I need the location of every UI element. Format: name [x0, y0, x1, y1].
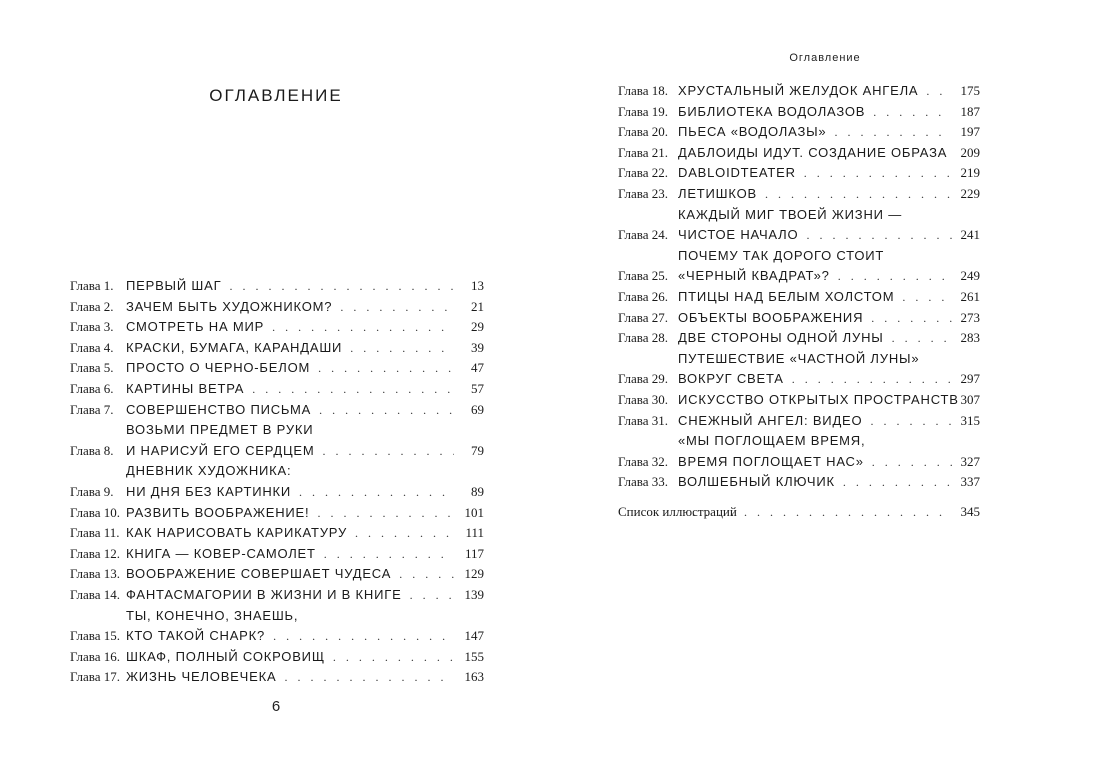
toc-entry[interactable]	[70, 523, 484, 544]
chapter-title-line	[678, 246, 956, 267]
chapter-title-block	[126, 667, 458, 688]
chapter-title: ОБЪЕКТЫ ВООБРАЖЕНИЯ	[678, 309, 864, 325]
chapter-title-line	[126, 544, 458, 565]
chapter-title-block	[126, 523, 458, 544]
chapter-title-line	[126, 667, 458, 688]
chapter-title-block	[126, 564, 458, 585]
chapter-title-line	[678, 411, 956, 432]
chapter-title-line	[126, 400, 458, 421]
toc-list-right	[618, 81, 980, 522]
chapter-label: Глава 4.	[70, 339, 114, 355]
toc-entry[interactable]	[618, 184, 980, 205]
toc-entry[interactable]	[618, 143, 980, 164]
toc-entry[interactable]	[618, 328, 980, 349]
dot-leader	[873, 102, 952, 123]
dot-leader	[902, 287, 952, 308]
chapter-label: Глава 23.	[618, 185, 669, 201]
dot-leader	[317, 503, 454, 524]
chapter-title: ХРУСТАЛЬНЫЙ ЖЕЛУДОК АНГЕЛА	[678, 83, 919, 98]
chapter-page-number: 39	[471, 339, 484, 355]
chapter-label: Глава 21.	[618, 144, 669, 160]
chapter-title-block	[678, 328, 956, 349]
chapter-label: Глава 18.	[618, 83, 669, 98]
chapter-title-line	[126, 358, 458, 379]
chapter-page-number: 163	[464, 669, 484, 685]
dot-leader	[765, 184, 952, 205]
toc-entry[interactable]	[618, 287, 980, 308]
toc-entry[interactable]	[70, 667, 484, 688]
dot-leader	[350, 338, 454, 359]
toc-entry[interactable]	[70, 338, 484, 359]
page-title: ОГЛАВЛЕНИЕ	[209, 86, 343, 105]
chapter-title: И НАРИСУЙ ЕГО СЕРДЦЕМ	[126, 442, 315, 458]
chapter-page-number: 297	[960, 371, 980, 387]
chapter-title-line	[678, 205, 956, 226]
chapter-title-line	[126, 482, 458, 503]
toc-entry[interactable]	[70, 297, 484, 318]
entry-label: Список иллюстраций	[618, 503, 737, 519]
chapter-page-number: 315	[960, 412, 980, 428]
chapter-title-block	[678, 431, 956, 472]
dot-leader	[806, 225, 952, 246]
chapter-label: Глава 30.	[618, 391, 669, 407]
page-number: 6	[271, 698, 281, 715]
chapter-page-number: 209	[960, 144, 980, 160]
chapter-label: Глава 7.	[70, 401, 114, 417]
chapter-title: DABLOIDTEATER	[678, 165, 796, 181]
chapter-title-block	[126, 297, 458, 318]
chapter-title: СМОТРЕТЬ НА МИР	[126, 319, 265, 335]
chapter-title: СНЕЖНЫЙ АНГЕЛ: ВИДЕО	[678, 412, 863, 428]
chapter-title-block	[678, 349, 956, 390]
chapter-page-number: 79	[471, 442, 484, 458]
toc-entry[interactable]	[70, 358, 484, 379]
chapter-title: БИБЛИОТЕКА ВОДОЛАЗОВ	[678, 103, 866, 119]
chapter-title: СОВЕРШЕНСТВО ПИСЬМА	[126, 401, 312, 417]
chapter-title-block	[678, 122, 956, 143]
dot-leader	[892, 328, 952, 349]
chapter-title-line	[678, 81, 956, 102]
chapter-title: ВОЗЬМИ ПРЕДМЕТ В РУКИ	[126, 422, 314, 438]
toc-entry[interactable]	[70, 585, 484, 606]
chapter-title: ВОЛШЕБНЫЙ КЛЮЧИК	[678, 474, 835, 490]
chapter-label: Глава 9.	[70, 483, 114, 499]
chapter-page-number: 197	[960, 124, 980, 140]
chapter-title-block	[126, 338, 458, 359]
chapter-page-number: 69	[471, 401, 484, 417]
toc-entry[interactable]	[618, 246, 980, 287]
chapter-title-block	[678, 411, 956, 432]
chapter-title-block	[678, 246, 956, 287]
dot-leader	[229, 276, 454, 297]
toc-entry[interactable]	[618, 205, 980, 246]
chapter-label: Глава 2.	[70, 298, 114, 314]
chapter-label: Глава 14.	[70, 586, 121, 602]
toc-entry[interactable]	[618, 411, 980, 432]
dot-leader	[834, 122, 952, 143]
chapter-title: КРАСКИ, БУМАГА, КАРАНДАШИ	[126, 339, 343, 355]
chapter-title: ПРОСТО О ЧЕРНО-БЕЛОМ	[126, 360, 311, 376]
chapter-label: Глава 17.	[70, 669, 121, 685]
chapter-page-number: 117	[464, 545, 484, 561]
chapter-title: ЧИСТОЕ НАЧАЛО	[678, 227, 799, 243]
dot-leader	[299, 482, 454, 503]
chapter-page-number: 307	[960, 391, 980, 407]
chapter-title-block	[678, 184, 956, 205]
chapter-title: ДАБЛОИДЫ ИДУТ. СОЗДАНИЕ ОБРАЗА	[678, 144, 948, 160]
chapter-title: «МЫ ПОГЛОЩАЕМ ВРЕМЯ,	[678, 433, 866, 449]
chapter-title-line	[678, 122, 956, 143]
toc-entry[interactable]	[70, 276, 484, 297]
dot-leader	[838, 266, 952, 287]
toc-entry[interactable]	[618, 163, 980, 184]
entry-line	[684, 502, 956, 523]
chapter-title: ИСКУССТВО ОТКРЫТЫХ ПРОСТРАНСТВ	[678, 391, 959, 407]
chapter-label: Глава 29.	[618, 371, 669, 387]
chapter-title: ШКАФ, ПОЛНЫЙ СОКРОВИЩ	[126, 648, 325, 664]
chapter-label: Глава 19.	[618, 103, 669, 119]
chapter-title-line	[678, 452, 956, 473]
chapter-title-line	[678, 472, 956, 493]
dot-leader	[333, 647, 454, 668]
toc-entry[interactable]	[618, 81, 980, 102]
chapter-page-number: 229	[960, 185, 980, 201]
chapter-page-number: 147	[464, 628, 484, 644]
chapter-title-line	[126, 379, 458, 400]
chapter-page-number: 47	[471, 360, 484, 376]
chapter-page-number: 273	[960, 309, 980, 325]
dot-leader	[792, 369, 952, 390]
chapter-page-number: 89	[471, 483, 484, 499]
chapter-page-number: 111	[465, 525, 484, 541]
dot-leader	[870, 411, 952, 432]
dot-leader	[318, 358, 454, 379]
chapter-page-number: 29	[471, 319, 484, 335]
chapter-title-block	[126, 420, 458, 461]
chapter-title-line	[678, 369, 956, 390]
toc-entry[interactable]	[618, 122, 980, 143]
chapter-title-line	[678, 143, 956, 164]
chapter-title: ЛЕТИШКОВ	[678, 185, 758, 201]
toc-entry-illustrations[interactable]	[618, 502, 980, 523]
chapter-page-number: 13	[471, 278, 484, 293]
chapter-page-number: 219	[960, 165, 980, 181]
chapter-title: ТЫ, КОНЕЧНО, ЗНАЕШЬ,	[126, 607, 299, 623]
chapter-label: Глава 3.	[70, 319, 114, 335]
toc-list-left	[70, 276, 484, 688]
dot-leader	[692, 502, 952, 523]
chapter-title-block	[126, 400, 458, 421]
chapter-title-block	[678, 472, 956, 493]
dot-leader	[843, 472, 952, 493]
chapter-label: Глава 22.	[618, 165, 669, 181]
toc-entry[interactable]	[70, 400, 484, 421]
chapter-title: КНИГА — КОВЕР-САМОЛЕТ	[126, 545, 316, 561]
chapter-title: КАЖДЫЙ МИГ ТВОЕЙ ЖИЗНИ —	[678, 206, 903, 222]
chapter-title-line	[126, 276, 458, 297]
chapter-label: Глава 31.	[618, 412, 669, 428]
chapter-title-block	[126, 647, 458, 668]
toc-entry[interactable]	[618, 102, 980, 123]
chapter-label: Глава 16.	[70, 648, 121, 664]
chapter-title-block	[126, 379, 458, 400]
chapter-title-block	[126, 461, 458, 502]
chapter-title: ВООБРАЖЕНИЕ СОВЕРШАЕТ ЧУДЕСА	[126, 566, 392, 582]
chapter-title-line	[126, 585, 458, 606]
toc-entry[interactable]	[70, 564, 484, 585]
chapter-page-number: 21	[471, 298, 484, 314]
chapter-title-line	[126, 317, 458, 338]
chapter-page-number: 241	[960, 227, 980, 243]
chapter-title-line	[126, 338, 458, 359]
chapter-title-block	[678, 308, 956, 329]
entry-page: 345	[960, 503, 980, 519]
dot-leader	[355, 523, 454, 544]
chapter-label: Глава 32.	[618, 453, 669, 469]
dot-leader	[319, 400, 454, 421]
chapter-title-block	[678, 163, 956, 184]
toc-entry[interactable]	[70, 379, 484, 400]
chapter-title-line	[126, 503, 458, 524]
chapter-label: Глава 8.	[70, 442, 114, 458]
chapter-page-number: 327	[960, 453, 980, 469]
chapter-page-number: 283	[960, 330, 980, 346]
chapter-title-line	[678, 225, 956, 246]
chapter-title-line	[126, 461, 458, 482]
chapter-title: ВРЕМЯ ПОГЛОЩАЕТ НАС»	[678, 453, 864, 469]
chapter-label: Глава 26.	[618, 288, 669, 304]
chapter-page-number: 57	[471, 380, 484, 396]
dot-leader	[272, 317, 454, 338]
toc-entry[interactable]	[70, 420, 484, 461]
dot-leader	[323, 441, 455, 462]
chapter-label: Глава 15.	[70, 628, 121, 644]
dot-leader	[273, 626, 454, 647]
chapter-title-line	[678, 308, 956, 329]
dot-leader	[284, 667, 454, 688]
dot-leader	[926, 81, 952, 102]
chapter-page-number: 101	[464, 504, 484, 520]
chapter-label: Глава 5.	[70, 360, 114, 376]
chapter-title-block	[126, 585, 458, 606]
chapter-page-number: 261	[960, 288, 980, 304]
toc-chapters-right	[618, 81, 980, 493]
running-head: Оглавление	[789, 52, 861, 64]
chapter-title-line	[126, 297, 458, 318]
chapter-label: Глава 25.	[618, 268, 669, 284]
entry-tail	[684, 502, 956, 523]
chapter-title: ПЕРВЫЙ ШАГ	[126, 278, 222, 293]
toc-entry[interactable]	[618, 349, 980, 390]
chapter-title-line	[678, 349, 956, 370]
chapter-title: НИ ДНЯ БЕЗ КАРТИНКИ	[126, 483, 292, 499]
chapter-title-line	[678, 287, 956, 308]
chapter-title: КТО ТАКОЙ СНАРК?	[126, 628, 266, 644]
chapter-title-line	[126, 606, 458, 627]
chapter-title: КАК НАРИСОВАТЬ КАРИКАТУРУ	[126, 525, 348, 541]
toc-entry[interactable]	[618, 431, 980, 472]
chapter-label: Глава 20.	[618, 124, 669, 140]
chapter-label: Глава 11.	[70, 525, 120, 541]
chapter-page-number: 129	[464, 566, 484, 582]
chapter-title-block	[126, 317, 458, 338]
chapter-page-number: 139	[464, 586, 484, 602]
chapter-title-block	[678, 205, 956, 246]
toc-spacer	[618, 493, 980, 502]
chapter-title-line	[678, 102, 956, 123]
chapter-title-block	[126, 503, 458, 524]
toc-entry[interactable]	[70, 503, 484, 524]
chapter-title-line	[678, 328, 956, 349]
toc-entry[interactable]	[70, 544, 484, 565]
chapter-label: Глава 1.	[70, 278, 114, 293]
chapter-page-number: 175	[960, 83, 980, 98]
chapter-label: Глава 13.	[70, 566, 121, 582]
dot-leader	[804, 163, 952, 184]
chapter-title-line	[126, 420, 458, 441]
chapter-title-line	[126, 564, 458, 585]
chapter-title: ЖИЗНЬ ЧЕЛОВЕЧЕКА	[126, 669, 277, 685]
chapter-page-number: 249	[960, 268, 980, 284]
dot-leader	[252, 379, 454, 400]
chapter-title: ПУТЕШЕСТВИЕ «ЧАСТНОЙ ЛУНЫ»	[678, 350, 920, 366]
chapter-title: РАЗВИТЬ ВООБРАЖЕНИЕ!	[126, 504, 310, 520]
chapter-title-line	[678, 266, 956, 287]
chapter-title: ФАНТАСМАГОРИИ В ЖИЗНИ И В КНИГЕ	[126, 586, 402, 602]
chapter-label: Глава 12.	[70, 545, 121, 561]
chapter-page-number: 155	[464, 648, 484, 664]
toc-entry[interactable]	[618, 390, 980, 411]
chapter-title-line	[126, 441, 458, 462]
chapter-title-block	[126, 276, 458, 297]
chapter-title: «ЧЕРНЫЙ КВАДРАТ»?	[678, 268, 830, 284]
chapter-title-block	[678, 287, 956, 308]
chapter-title: ВОКРУГ СВЕТА	[678, 371, 784, 387]
chapter-title-block	[678, 81, 956, 102]
chapter-title-line	[126, 523, 458, 544]
chapter-title: ПОЧЕМУ ТАК ДОРОГО СТОИТ	[678, 247, 885, 263]
right-page	[550, 0, 1100, 783]
chapter-label: Глава 10.	[70, 504, 121, 520]
chapter-title-block	[678, 390, 959, 411]
chapter-label: Глава 27.	[618, 309, 669, 325]
dot-leader	[410, 585, 454, 606]
chapter-label: Глава 28.	[618, 330, 669, 346]
chapter-page-number: 187	[960, 103, 980, 119]
chapter-label: Глава 24.	[618, 227, 669, 243]
toc-entry[interactable]	[618, 472, 980, 493]
chapter-label: Глава 6.	[70, 380, 114, 396]
chapter-title-line	[126, 626, 458, 647]
chapter-title-block	[678, 143, 956, 164]
chapter-title: КАРТИНЫ ВЕТРА	[126, 380, 245, 396]
dot-leader	[324, 544, 454, 565]
dot-leader	[871, 308, 952, 329]
chapter-title: ЗАЧЕМ БЫТЬ ХУДОЖНИКОМ?	[126, 298, 333, 314]
chapter-title: ПЬЕСА «ВОДОЛАЗЫ»	[678, 124, 827, 140]
chapter-title-block	[126, 358, 458, 379]
chapter-page-number: 337	[960, 474, 980, 490]
chapter-label: Глава 33.	[618, 474, 669, 490]
toc-entry[interactable]	[70, 317, 484, 338]
chapter-title-line	[678, 184, 956, 205]
dot-leader	[340, 297, 454, 318]
chapter-title-line	[678, 390, 959, 411]
toc-entry[interactable]	[70, 606, 484, 647]
chapter-title-block	[126, 544, 458, 565]
chapter-title: ДВЕ СТОРОНЫ ОДНОЙ ЛУНЫ	[678, 330, 884, 346]
toc-entry[interactable]	[70, 461, 484, 502]
toc-entry[interactable]	[618, 308, 980, 329]
chapter-title-block	[678, 102, 956, 123]
dot-leader	[872, 452, 952, 473]
chapter-title: ПТИЦЫ НАД БЕЛЫМ ХОЛСТОМ	[678, 288, 895, 304]
chapter-title: ДНЕВНИК ХУДОЖНИКА:	[126, 463, 292, 479]
chapter-title-line	[126, 647, 458, 668]
dot-leader	[399, 564, 454, 585]
toc-entry[interactable]	[70, 647, 484, 668]
chapter-title-line	[678, 431, 956, 452]
chapter-title-line	[678, 163, 956, 184]
chapter-title-block	[126, 606, 458, 647]
